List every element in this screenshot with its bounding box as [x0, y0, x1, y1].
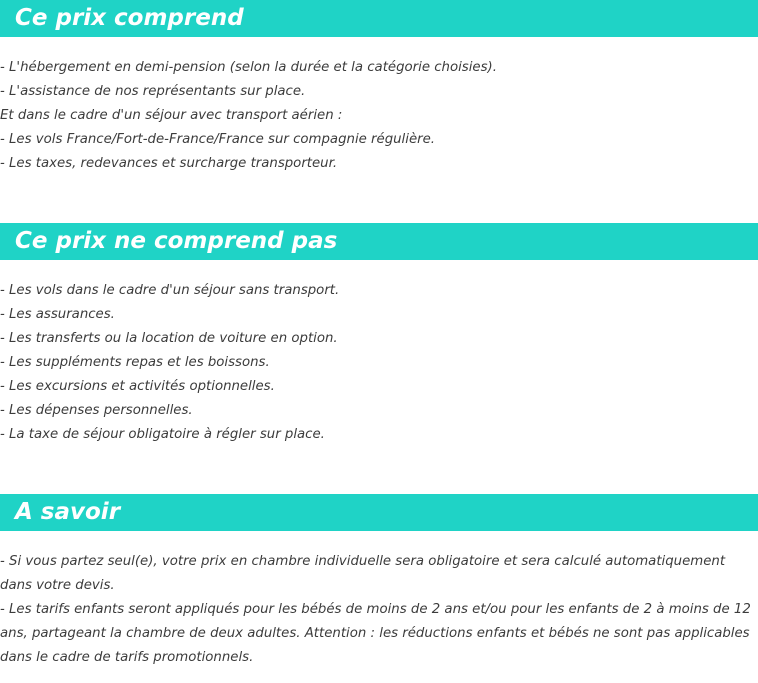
list-item: - Les taxes, redevances et surcharge transporteur. [0, 156, 338, 171]
list-item: - Les assurances. [0, 307, 115, 322]
paragraph: - Si vous partez seul(e), votre prix en chambre individuelle sera obligatoire et sera calculé automatiquement dans votre devis. [0, 554, 726, 593]
section-title: A savoir [15, 499, 121, 525]
list-item: Et dans le cadre d'un séjour avec transport aérien : [0, 108, 343, 123]
section-header [0, 223, 758, 260]
section-header [0, 0, 758, 37]
section-title: Ce prix comprend [15, 5, 244, 31]
list-item: - Les vols dans le cadre d'un séjour sans transport. [0, 283, 340, 298]
section-body [0, 550, 758, 670]
list-item: - L'hébergement en demi-pension (selon la durée et la catégorie choisies). [0, 60, 497, 75]
section-title: Ce prix ne comprend pas [15, 228, 338, 254]
list-item: - La taxe de séjour obligatoire à régler sur place. [0, 427, 325, 442]
section-header [0, 494, 758, 531]
section-body [0, 279, 758, 447]
list-item: - Les transferts ou la location de voiture en option. [0, 331, 338, 346]
list-item: - Les excursions et activités optionnelles. [0, 379, 275, 394]
section-good-to-know [0, 494, 758, 670]
section-price-includes [0, 0, 758, 176]
list-item: - Les dépenses personnelles. [0, 403, 193, 418]
section-body [0, 56, 758, 176]
list-item: - Les suppléments repas et les boissons. [0, 355, 270, 370]
section-price-excludes [0, 223, 758, 447]
list-item: - L'assistance de nos représentants sur place. [0, 84, 306, 99]
list-item: - Les vols France/Fort-de-France/France sur compagnie régulière. [0, 132, 435, 147]
paragraph: - Les tarifs enfants seront appliqués pour les bébés de moins de 2 ans et/ou pour les enfants de 2 à moins de 12 ans, partageant la chambre de deux adultes. Attention : les réductions enfants et bébés ne sont pas applicables dans le cadre de tarifs promotionnels. [0, 602, 751, 665]
